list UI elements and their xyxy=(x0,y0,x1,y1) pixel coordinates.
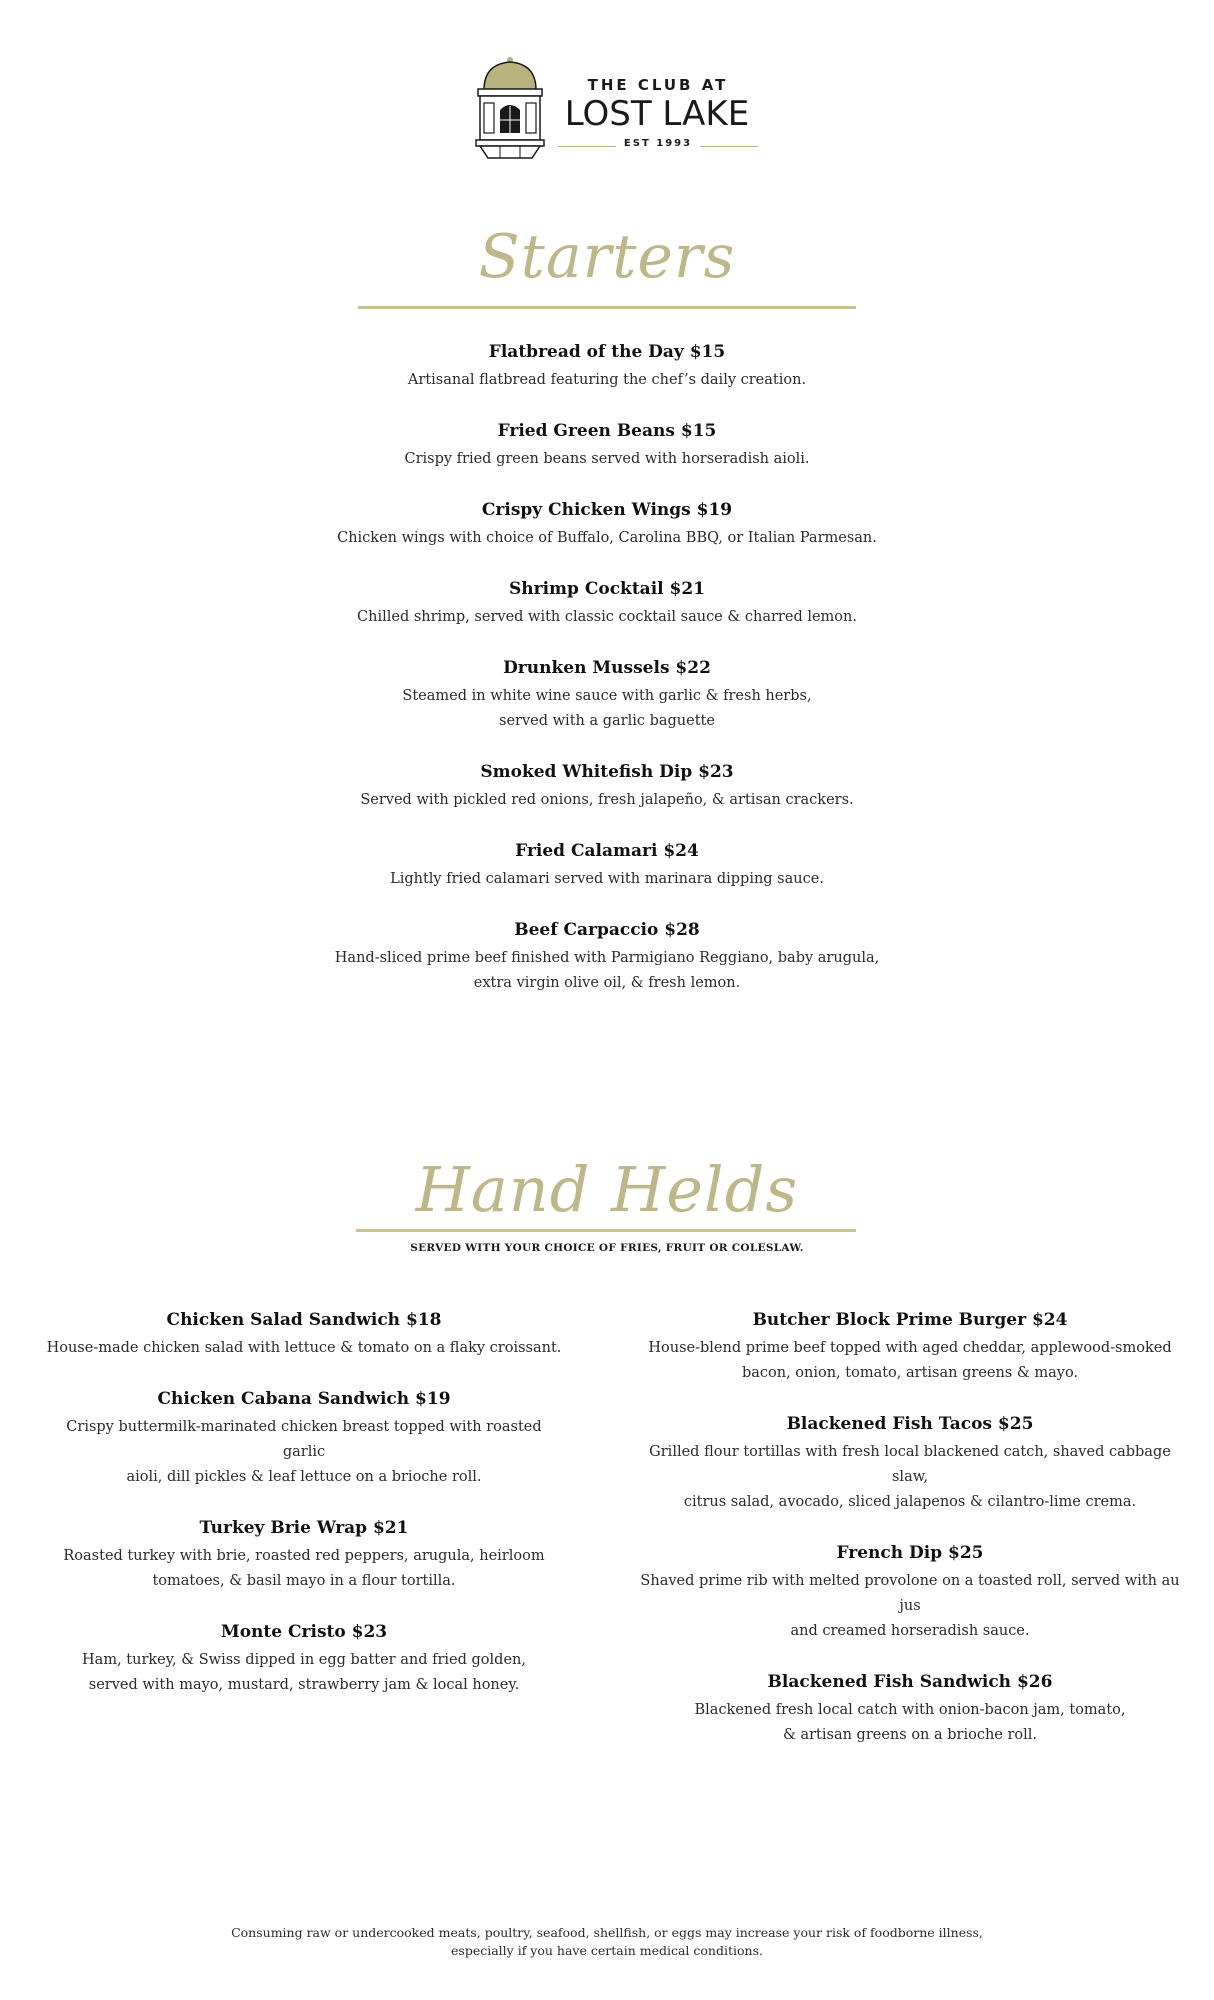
menu-item-title: Chicken Salad Sandwich $18 xyxy=(166,1310,442,1330)
handhelds-left-column xyxy=(44,1308,564,1724)
menu-item xyxy=(307,918,907,996)
menu-item-title: Blackened Fish Sandwich $26 xyxy=(767,1672,1053,1692)
logo-top-text: THE CLUB AT xyxy=(587,76,729,94)
menu-item-description: Steamed in white wine sauce with garlic & fresh herbs, served with a garlic baguette xyxy=(402,688,812,729)
menu-item xyxy=(640,1541,1180,1644)
logo-est: EST 1993 xyxy=(623,138,693,149)
menu-item-description: House-blend prime beef topped with aged cheddar, applewood-smoked bacon, onion, tomato, artisan greens & mayo. xyxy=(648,1340,1172,1381)
menu-item-description: Artisanal flatbread featuring the chef’s daily creation. xyxy=(407,372,807,388)
menu-item xyxy=(307,656,907,734)
menu-item xyxy=(640,1670,1180,1748)
logo-name: LOST LAKE xyxy=(564,94,750,134)
menu-item xyxy=(640,1412,1180,1515)
handhelds-note: SERVED WITH YOUR CHOICE OF FRIES, FRUIT OR COLESLAW. xyxy=(410,1242,804,1254)
menu-item-title: Monte Cristo $23 xyxy=(220,1622,388,1642)
menu-item-description: Shaved prime rib with melted provolone on a toasted roll, served with au jus and creamed horseradish sauce. xyxy=(640,1573,1180,1639)
menu-item-description: Lightly fried calamari served with marinara dipping sauce. xyxy=(390,871,824,887)
menu-item xyxy=(44,1516,564,1594)
menu-item xyxy=(307,760,907,813)
menu-item-title: Fried Green Beans $15 xyxy=(497,421,717,441)
starters-heading: Starters xyxy=(478,222,736,292)
menu-item-title: Drunken Mussels $22 xyxy=(503,658,711,678)
menu-item xyxy=(640,1308,1180,1386)
menu-item-description: Blackened fresh local catch with onion-bacon jam, tomato, & artisan greens on a brioche roll. xyxy=(694,1702,1126,1743)
menu-item-title: Blackened Fish Tacos $25 xyxy=(786,1414,1034,1434)
menu-item-description: Chilled shrimp, served with classic cocktail sauce & charred lemon. xyxy=(357,609,857,625)
logo-rule-right xyxy=(700,146,758,147)
menu-item xyxy=(44,1620,564,1698)
menu-item xyxy=(307,340,907,393)
menu-item-title: Beef Carpaccio $28 xyxy=(514,920,700,940)
menu-item-title: Turkey Brie Wrap $21 xyxy=(199,1518,409,1538)
menu-item-description: Crispy fried green beans served with horseradish aioli. xyxy=(404,451,810,467)
handhelds-rule xyxy=(356,1229,856,1232)
menu-item-title: French Dip $25 xyxy=(836,1543,984,1563)
menu-item-title: Smoked Whitefish Dip $23 xyxy=(480,762,734,782)
menu-item-description: Chicken wings with choice of Buffalo, Carolina BBQ, or Italian Parmesan. xyxy=(337,530,877,546)
menu-item-description: Served with pickled red onions, fresh jalapeño, & artisan crackers. xyxy=(360,792,854,808)
menu-item xyxy=(44,1387,564,1490)
menu-item-title: Crispy Chicken Wings $19 xyxy=(481,500,733,520)
menu-item-description: House-made chicken salad with lettuce & tomato on a flaky croissant. xyxy=(46,1340,562,1356)
handhelds-right-column xyxy=(640,1308,1180,1774)
menu-item xyxy=(307,577,907,630)
menu-item-title: Shrimp Cocktail $21 xyxy=(508,579,706,599)
logo-est-row xyxy=(558,138,758,154)
handhelds-heading: Hand Helds xyxy=(415,1153,799,1226)
menu-item-description: Ham, turkey, & Swiss dipped in egg batter and fried golden, served with mayo, mustard, strawberry jam & local honey. xyxy=(82,1652,526,1693)
starters-list xyxy=(307,340,907,1022)
menu-item-description: Grilled flour tortillas with fresh local blackened catch, shaved cabbage slaw, citrus salad, avocado, sliced jalapenos & cilantro-lime crema. xyxy=(649,1444,1171,1510)
menu-item xyxy=(44,1308,564,1361)
menu-item-title: Butcher Block Prime Burger $24 xyxy=(752,1310,1068,1330)
gazebo-cupola-icon xyxy=(470,56,550,162)
menu-item-description: Roasted turkey with brie, roasted red peppers, arugula, heirloom tomatoes, & basil mayo in a flour tortilla. xyxy=(63,1548,545,1589)
menu-item xyxy=(307,419,907,472)
menu-item-title: Fried Calamari $24 xyxy=(515,841,699,861)
menu-item-title: Chicken Cabana Sandwich $19 xyxy=(157,1389,451,1409)
menu-item xyxy=(307,498,907,551)
menu-item-title: Flatbread of the Day $15 xyxy=(488,342,726,362)
food-safety-disclaimer: Consuming raw or undercooked meats, poultry, seafood, shellfish, or eggs may increase your risk of foodborne illness, especially if you have certain medical conditions. xyxy=(231,1925,983,1958)
menu-item-description: Crispy buttermilk-marinated chicken breast topped with roasted garlic aioli, dill pickles & leaf lettuce on a brioche roll. xyxy=(66,1419,542,1485)
club-logo xyxy=(470,56,760,162)
starters-rule xyxy=(358,306,856,309)
menu-item xyxy=(307,839,907,892)
menu-item-description: Hand-sliced prime beef finished with Parmigiano Reggiano, baby arugula, extra virgin olive oil, & fresh lemon. xyxy=(334,950,880,991)
